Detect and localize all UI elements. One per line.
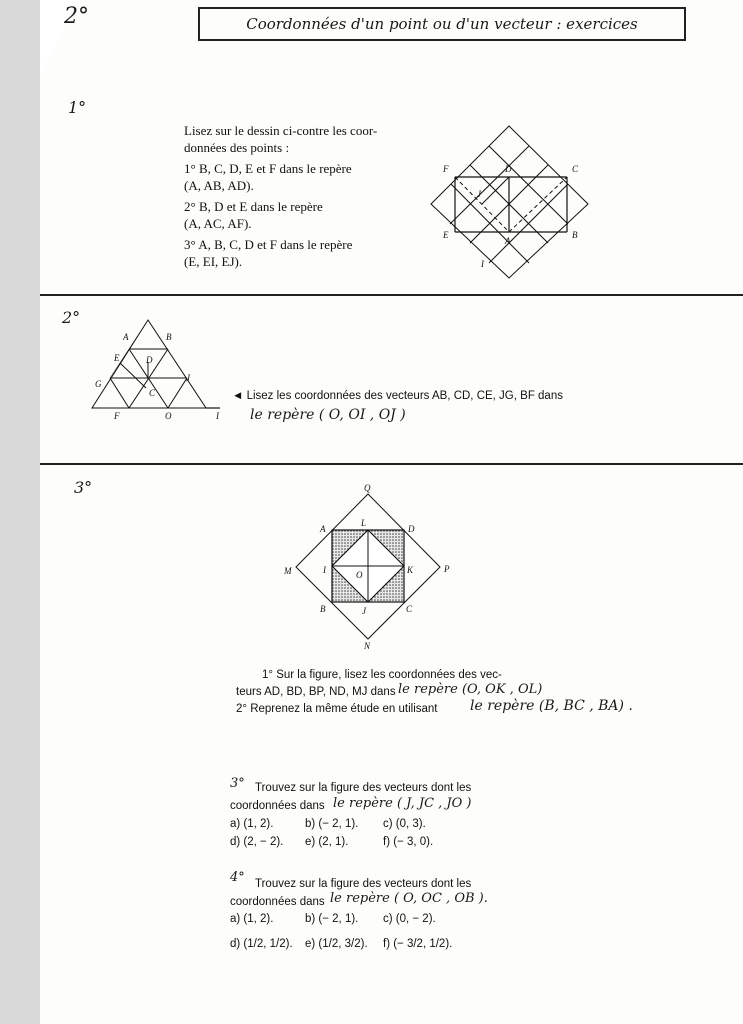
ex2-label-O: O: [165, 411, 172, 421]
ex1-label-C: C: [572, 164, 579, 174]
ex1-label-I: I: [481, 259, 484, 269]
ex2-label-B: B: [166, 332, 172, 342]
ex3b-d: d) (2, − 2).: [230, 836, 284, 848]
exercise-2-figure: [80, 316, 220, 426]
ex3-label-L: L: [361, 518, 367, 528]
ex4-line1: Trouvez sur la figure des vecteurs dont les: [255, 878, 472, 890]
ex3-label-M: M: [284, 566, 292, 576]
ex3b-a: a) (1, 2).: [230, 818, 274, 830]
ex4-e: e) (1/2, 3/2).: [305, 938, 368, 950]
ex3b-handwritten: le repère ( J, JC , JO ): [333, 796, 472, 811]
ex4-d: d) (1/2, 1/2).: [230, 938, 293, 950]
ex1-q3-line2: (E, EI, EJ).: [184, 254, 243, 269]
ex3-label-D: D: [408, 524, 415, 534]
exercise-4-number: 4°: [230, 870, 245, 885]
ex4-a: a) (1, 2).: [230, 913, 274, 925]
ex3-label-P: P: [444, 564, 450, 574]
ex4-c: c) (0, − 2).: [383, 913, 436, 925]
ex1-intro-line2: données des points :: [184, 140, 290, 155]
ex2-question: ◄ Lisez les coordonnées des vecteurs AB, CD, CE, JG, BF dans: [232, 390, 563, 402]
ex4-f: f) (− 3/2, 1/2).: [383, 938, 453, 950]
exercise-2-number: 2°: [62, 308, 81, 327]
ex1-q1-line1: 1° B, C, D, E et F dans le repère: [184, 161, 352, 176]
ex2-label-G: G: [95, 379, 102, 389]
ex1-label-J: J: [477, 189, 481, 199]
worksheet-page: [40, 0, 743, 1024]
exercise-3-figure: [284, 482, 459, 652]
ex3-q1-handwritten: le repère (O, OK , OL): [398, 682, 543, 697]
ex1-q2-line2: (A, AC, AF).: [184, 216, 252, 231]
ex3-q2-handwritten: le repère (B, BC , BA) .: [470, 698, 633, 714]
ex1-q1-line2: (A, AB, AD).: [184, 178, 254, 193]
ex4-line2: coordonnées dans: [230, 896, 325, 908]
ex3-label-K: K: [407, 565, 414, 575]
ex3-label-O: O: [356, 570, 363, 580]
ex1-q3-line1: 3° A, B, C, D et F dans le repère: [184, 237, 353, 252]
ex1-q2-line1: 2° B, D et E dans le repère: [184, 199, 323, 214]
separator-2: [40, 463, 743, 465]
ex1-label-A: A: [505, 236, 511, 246]
ex3b-line2: coordonnées dans: [230, 800, 325, 812]
exercise-1-text: [184, 122, 399, 270]
exercise-3-number: 3°: [74, 478, 93, 497]
ex1-label-D: D: [505, 164, 512, 174]
ex3-q1-line2: teurs AD, BD, BP, ND, MJ dans: [236, 686, 396, 698]
exercise-1-figure: [425, 120, 600, 280]
ex4-handwritten: le repère ( O, OC , OB ).: [330, 891, 488, 906]
exercise-1-number: 1°: [68, 98, 87, 117]
ex3-label-N: N: [364, 641, 371, 651]
ex3-label-I: I: [323, 565, 326, 575]
ex2-label-C: C: [149, 388, 156, 398]
ex3b-line1: Trouvez sur la figure des vecteurs dont les: [255, 782, 472, 794]
ex2-label-A: A: [123, 332, 129, 342]
ex2-label-I: I: [216, 411, 219, 421]
ex2-label-E: E: [114, 353, 120, 363]
page-number: 2°: [64, 4, 89, 29]
ex2-label-F: F: [114, 411, 120, 421]
ex1-label-E: E: [443, 230, 449, 240]
exercise-3b-number: 3°: [230, 776, 245, 791]
ex3b-c: c) (0, 3).: [383, 818, 426, 830]
ex3-label-B: B: [320, 604, 326, 614]
ex2-label-D: D: [146, 355, 153, 365]
page-title: Coordonnées d'un point ou d'un vecteur : exercices: [198, 7, 686, 41]
ex3-q1-line1: 1° Sur la figure, lisez les coordonnées des vec-: [262, 669, 502, 681]
ex3b-e: e) (2, 1).: [305, 836, 349, 848]
ex3-label-A: A: [320, 524, 326, 534]
separator-1: [40, 294, 743, 296]
ex4-b: b) (− 2, 1).: [305, 913, 359, 925]
ex2-handwritten-frame: le repère ( O, OI , OJ ): [250, 407, 406, 423]
ex3-label-J: J: [362, 606, 366, 616]
ex1-intro-line1: Lisez sur le dessin ci-contre les coor-: [184, 123, 378, 138]
ex3-q2: 2° Reprenez la même étude en utilisant: [236, 703, 438, 715]
ex3b-f: f) (− 3, 0).: [383, 836, 434, 848]
ex1-label-B: B: [572, 230, 578, 240]
ex2-label-J: J: [186, 373, 190, 383]
ex3b-b: b) (− 2, 1).: [305, 818, 359, 830]
ex3-label-C: C: [406, 604, 413, 614]
ex3-label-Q: Q: [364, 483, 371, 493]
ex1-label-F: F: [443, 164, 449, 174]
